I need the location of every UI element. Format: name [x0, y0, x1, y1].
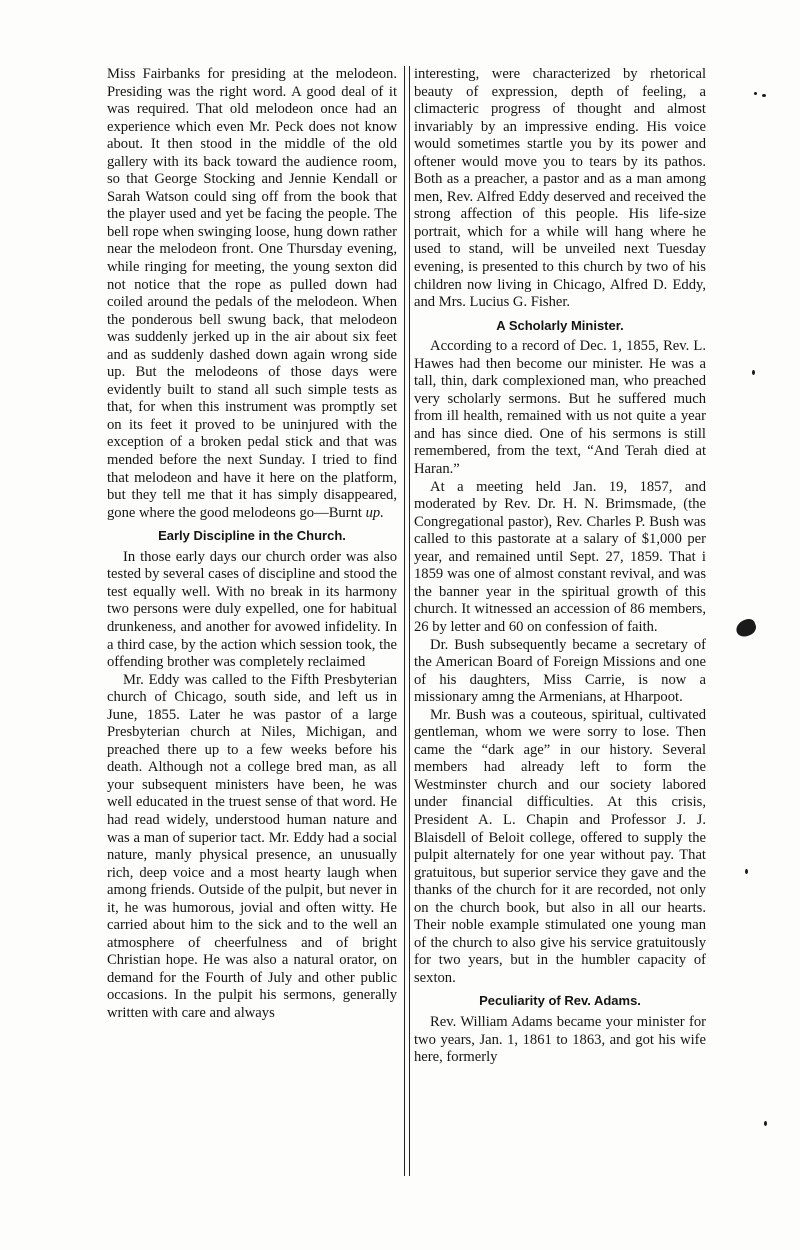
paragraph-bush-departure: Mr. Bush was a couteous, spiritual, cultivated gentleman, whom we were sorry to lose. Then came the “dark age” in our history. Several members had already left to form the Westminster church and our society labored under financial difficulties. At this crisis, President A. L. Chapin and Professor J. J. Blaisdell of Beloit college, offered to supply the pulpit alternately for one year without pay. That gratuitous, but superior service they gave and the thanks of the church for it are recorded, not only on the church book, but also in all our hearts. Their noble example stimulated one young man of the church to also give his service gratuitously for two years, but in the humbler capacity of sexton.	[414, 706, 706, 986]
paragraph-bush-board: Dr. Bush subsequently became a secretary of the American Board of Foreign Missions and one of his daughters, Miss Carrie, is now a missionary amng the Armenians, at Hharpoot.	[414, 636, 706, 706]
heading-peculiarity-adams: Peculiarity of Rev. Adams.	[479, 993, 641, 1009]
scan-speck	[764, 1121, 767, 1126]
paragraph-adams: Rev. William Adams became your minister for two years, Jan. 1, 1861 to 1863, and got his wife here, formerly	[414, 1013, 706, 1066]
paragraph-hawes: According to a record of Dec. 1, 1855, Rev. L. Hawes had then become our minister. He was a tall, thin, dark complexioned man, who preached very scholarly sermons. But he suffered much from ill health, remained with us not quite a year and has since died. One of his sermons is still remembered, from the text, “And Terah died at Haran.”	[414, 338, 706, 478]
paragraph-eddy: Mr. Eddy was called to the Fifth Presbyterian church of Chicago, south side, and left us in June, 1855. Later he was pastor of a large Presbyterian church at Niles, Michigan, and preached there up to a few weeks before his death. Although not a college bred man, as all your subsequent ministers have been, he was well educated in the truest sense of that word. He had read widely, understood human nature and was a man of superior tact. Mr. Eddy had a social nature, manly physical presence, an unusually rich, deep voice and a most hearty laugh when among friends. Outside of the pulpit, but never in it, he was humorous, jovial and often witty. He carried about him to the sick and to the well an atmosphere of cheerfulness and of bright Christian hope. He was also a natural orator, on demand for the Fourth of July and other public occasions. In the pulpit his sermons, generally written with care and always	[107, 671, 397, 1021]
column-rule-inner	[409, 66, 410, 1176]
paragraph-melodeon-text: Miss Fairbanks for presiding at the melodeon. Presiding was the right word. A good deal of it was required. That old melodeon once had an experience which even Mr. Peck does not know about. It then stood in the middle of the old gallery with its back toward the audience room, so that George Stocking and Jennie Kendall or Sarah Watson could sing off from the book that the player used and yet be facing the people. The bell rope when swinging loose, hung down rather near the melodeon front. One Thursday evening, while ringing for meeting, the young sexton did not notice that the rope as pulled down had coiled around the pedals of the melodeon. When the ponderous bell swung back, that melodeon was suddenly jerked up in the air about six feet and as suddenly dashed down again wrong side up. But the melodeons of those days were evidently built to stand all such simple tests as that, for when this instrument was promptly set on its feet it proved to be uninjured with the exception of a broken pedal stick and that was mended before the next Sunday. I tried to find that melodeon and have it here on the platform, but they tell me that it has simply disappeared, gone where the good melodeons go—Burnt	[107, 66, 397, 521]
right-column	[414, 66, 706, 1067]
paragraph-discipline: In those early days our church order was also tested by several cases of discipline and stood the test equally well. With no break in its harmony two persons were duly expelled, one for habitual drunkeness, and another for avowed infidelity. In a third case, by the action which session took, the offending brother was completely reclaimed	[107, 548, 397, 671]
italic-word-up: up.	[365, 504, 384, 521]
paragraph-meeting: At a meeting held Jan. 19, 1857, and moderated by Rev. Dr. H. N. Brimsmade, (the Congregational pastor), Rev. Charles P. Bush was called to this pastorate at a salary of $1,000 per year, and remained until Sept. 27, 1859. That i 1859 was one of almost constant revival, and was the banner year in the spiritual growth of this church. It witnessed an accession of 86 members, 26 by letter and 60 on confession of faith.	[414, 478, 706, 635]
scan-speck	[752, 370, 755, 375]
scan-speck	[762, 94, 766, 97]
column-rule	[404, 66, 405, 1176]
heading-early-discipline: Early Discipline in the Church.	[158, 528, 346, 544]
scan-speck	[745, 869, 748, 874]
paragraph-eddy-continued: interesting, were characterized by rhetorical beauty of expression, depth of feeling, a climacteric progress of thought and almost invariably by an impressive ending. His voice would sometimes startle you by its power and oftener would move you to tears by its pathos. Both as a preacher, a pastor and as a man among men, Rev. Alfred Eddy deserved and received the strong affection of this people. His life-size portrait, which for a while will hang where he used to stand, will be unveiled next Tuesday evening, is presented to this church by two of his children now living in Chicago, Alfred D. Eddy, and Mrs. Lucius G. Fisher.	[414, 66, 706, 311]
heading-scholarly-minister: A Scholarly Minister.	[496, 317, 624, 333]
scan-blot	[734, 617, 758, 639]
left-column	[107, 66, 397, 1023]
scan-speck	[754, 92, 757, 95]
paragraph-melodeon	[107, 66, 397, 522]
